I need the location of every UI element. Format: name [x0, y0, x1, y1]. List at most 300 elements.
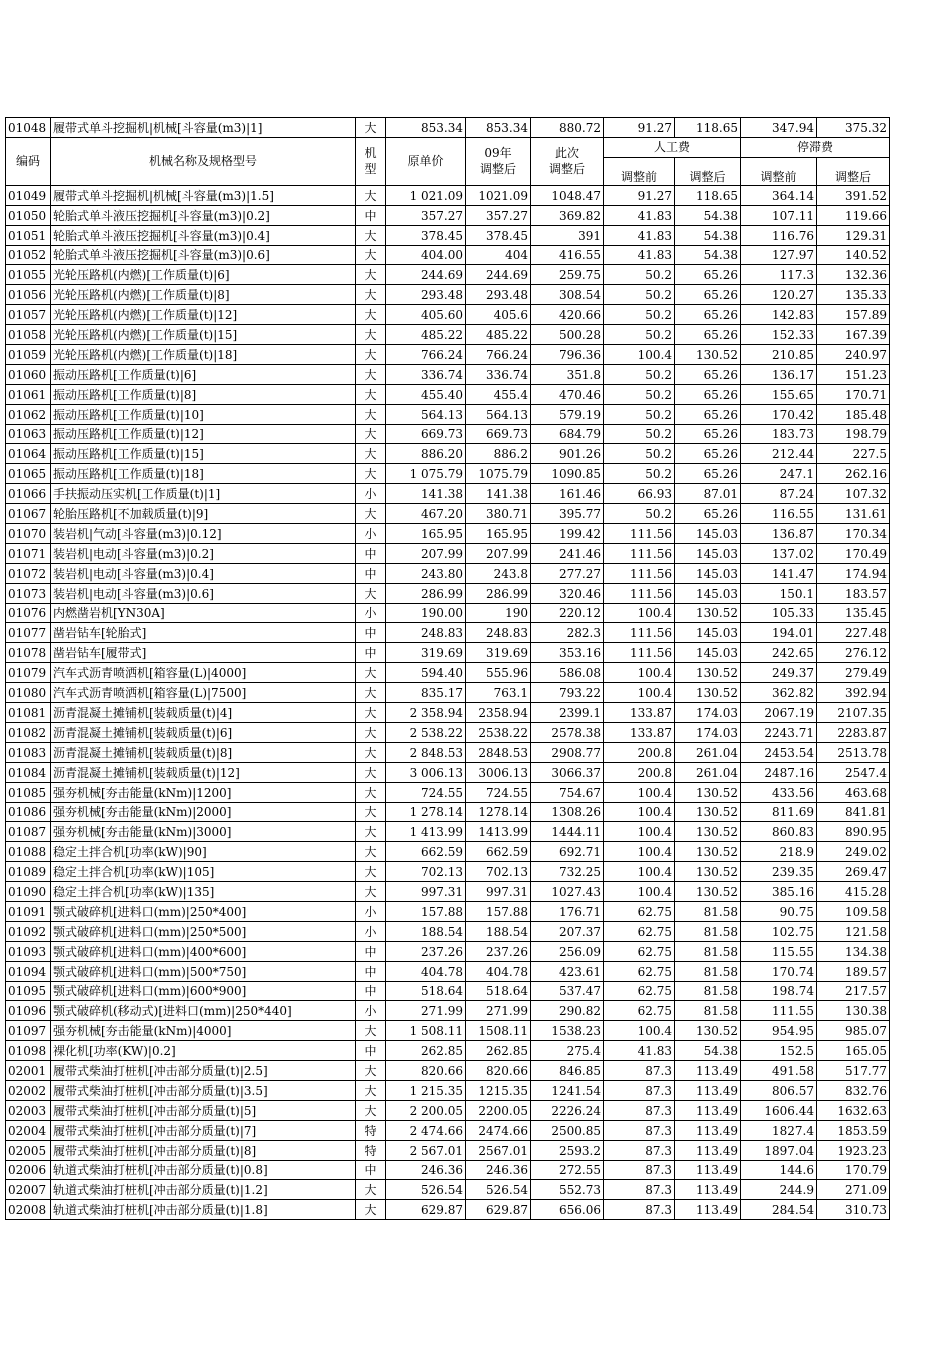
- cell-current: 2226.24: [531, 1100, 604, 1120]
- cell-current: 320.46: [531, 583, 604, 603]
- cell-labor-after: 81.58: [675, 921, 741, 941]
- cell-labor-before: 41.83: [604, 225, 675, 245]
- cell-labor-before: 91.27: [604, 118, 675, 138]
- cell-code: 01073: [6, 583, 51, 603]
- cell-orig-price: 835.17: [386, 683, 466, 703]
- cell-standby-after: 392.94: [817, 683, 890, 703]
- cell-code: 01065: [6, 464, 51, 484]
- cell-labor-before: 87.3: [604, 1160, 675, 1180]
- table-row: [6, 1021, 890, 1041]
- cell-labor-after: 130.52: [675, 802, 741, 822]
- cell-name: 轨道式柴油打桩机[冲击部分质量(t)|1.8]: [51, 1200, 356, 1220]
- cell-standby-before: 954.95: [741, 1021, 817, 1041]
- cell-name: 履带式单斗挖掘机|机械[斗容量(m3)|1]: [51, 118, 356, 138]
- cell-standby-before: 2067.19: [741, 703, 817, 723]
- cell-name: 轮胎压路机[不加载质量(t)|9]: [51, 504, 356, 524]
- table-row: [6, 424, 890, 444]
- cell-labor-before: 87.3: [604, 1100, 675, 1120]
- cell-code: 01089: [6, 862, 51, 882]
- cell-current: 1444.11: [531, 822, 604, 842]
- cell-adj09: 763.1: [466, 683, 531, 703]
- cell-code: 01060: [6, 364, 51, 384]
- cell-current: 2500.85: [531, 1120, 604, 1140]
- table-row: [6, 623, 890, 643]
- header-orig-price: 原单价: [386, 137, 466, 185]
- cell-type: 大: [356, 882, 386, 902]
- cell-labor-after: 113.49: [675, 1160, 741, 1180]
- cell-labor-after: 65.26: [675, 364, 741, 384]
- cell-code: 01072: [6, 563, 51, 583]
- cell-labor-before: 62.75: [604, 981, 675, 1001]
- cell-type: 大: [356, 842, 386, 862]
- cell-type: 中: [356, 543, 386, 563]
- cell-standby-after: 151.23: [817, 364, 890, 384]
- cell-adj09: 404: [466, 245, 531, 265]
- cell-code: 02007: [6, 1180, 51, 1200]
- cell-labor-after: 65.26: [675, 444, 741, 464]
- cell-name: 强夯机械[夯击能量(kNm)|1200]: [51, 782, 356, 802]
- cell-type: 大: [356, 504, 386, 524]
- cell-type: 大: [356, 583, 386, 603]
- cell-labor-before: 50.2: [604, 364, 675, 384]
- table-row: [6, 583, 890, 603]
- cell-standby-after: 375.32: [817, 118, 890, 138]
- cell-standby-after: 310.73: [817, 1200, 890, 1220]
- cell-name: 振动压路机[工作质量(t)|8]: [51, 384, 356, 404]
- cell-labor-before: 66.93: [604, 484, 675, 504]
- cell-standby-before: 136.17: [741, 364, 817, 384]
- cell-current: 272.55: [531, 1160, 604, 1180]
- cell-standby-before: 152.33: [741, 325, 817, 345]
- cell-type: 大: [356, 285, 386, 305]
- cell-standby-before: 433.56: [741, 782, 817, 802]
- cell-labor-after: 130.52: [675, 603, 741, 623]
- cell-standby-after: 189.57: [817, 961, 890, 981]
- cell-code: 01067: [6, 504, 51, 524]
- cell-name: 沥青混凝土摊铺机[装载质量(t)|4]: [51, 703, 356, 723]
- cell-labor-before: 111.56: [604, 543, 675, 563]
- cell-name: 凿岩钻车[轮胎式]: [51, 623, 356, 643]
- cell-current: 796.36: [531, 345, 604, 365]
- cell-labor-before: 50.2: [604, 384, 675, 404]
- cell-code: 01097: [6, 1021, 51, 1041]
- cell-type: 特: [356, 1140, 386, 1160]
- cell-standby-before: 155.65: [741, 384, 817, 404]
- cell-labor-after: 54.38: [675, 245, 741, 265]
- cell-standby-after: 262.16: [817, 464, 890, 484]
- cell-type: 中: [356, 981, 386, 1001]
- cell-name: 稳定土拌合机[功率(kW)|90]: [51, 842, 356, 862]
- cell-orig-price: 594.40: [386, 663, 466, 683]
- table-row: [6, 1180, 890, 1200]
- table-row: [6, 643, 890, 663]
- cell-current: 500.28: [531, 325, 604, 345]
- cell-adj09: 1413.99: [466, 822, 531, 842]
- cell-name: 轮胎式单斗液压挖掘机[斗容量(m3)|0.2]: [51, 205, 356, 225]
- cell-current: 1308.26: [531, 802, 604, 822]
- cell-type: 大: [356, 1080, 386, 1100]
- cell-standby-after: 174.94: [817, 563, 890, 583]
- table-row: [6, 703, 890, 723]
- cell-standby-before: 210.85: [741, 345, 817, 365]
- cell-current: 846.85: [531, 1061, 604, 1081]
- table-row: [6, 802, 890, 822]
- cell-name: 汽车式沥青喷洒机[箱容量(L)|4000]: [51, 663, 356, 683]
- cell-standby-after: 2547.4: [817, 762, 890, 782]
- cell-standby-before: 247.1: [741, 464, 817, 484]
- cell-standby-before: 117.3: [741, 265, 817, 285]
- cell-adj09: 2200.05: [466, 1100, 531, 1120]
- cell-labor-before: 62.75: [604, 1001, 675, 1021]
- cell-type: 大: [356, 1180, 386, 1200]
- cell-adj09: 564.13: [466, 404, 531, 424]
- cell-type: 大: [356, 185, 386, 205]
- cell-name: 颚式破碎机[进料口(mm)|600*900]: [51, 981, 356, 1001]
- cell-standby-after: 109.58: [817, 901, 890, 921]
- cell-current: 391: [531, 225, 604, 245]
- table-row: [6, 921, 890, 941]
- cell-code: 01085: [6, 782, 51, 802]
- cell-labor-before: 62.75: [604, 921, 675, 941]
- cell-current: 423.61: [531, 961, 604, 981]
- cell-type: 大: [356, 1061, 386, 1081]
- table-row: [6, 1140, 890, 1160]
- header-standby-after: 调整后: [817, 157, 890, 185]
- cell-standby-before: 242.65: [741, 643, 817, 663]
- table-row: [6, 722, 890, 742]
- cell-type: 中: [356, 563, 386, 583]
- cell-orig-price: 243.80: [386, 563, 466, 583]
- cell-standby-before: 116.55: [741, 504, 817, 524]
- cell-labor-before: 111.56: [604, 583, 675, 603]
- cell-standby-after: 165.05: [817, 1041, 890, 1061]
- cell-adj09: 1215.35: [466, 1080, 531, 1100]
- cell-code: 01058: [6, 325, 51, 345]
- header-standby-before: 调整前: [741, 157, 817, 185]
- cell-code: 01055: [6, 265, 51, 285]
- cell-labor-before: 111.56: [604, 643, 675, 663]
- cell-standby-after: 249.02: [817, 842, 890, 862]
- cell-labor-after: 65.26: [675, 404, 741, 424]
- cell-labor-before: 100.4: [604, 862, 675, 882]
- cell-code: 02003: [6, 1100, 51, 1120]
- table-row: [6, 1100, 890, 1120]
- cell-standby-after: 217.57: [817, 981, 890, 1001]
- cell-current: 1090.85: [531, 464, 604, 484]
- cell-type: 大: [356, 345, 386, 365]
- header-name: 机械名称及规格型号: [51, 137, 356, 185]
- cell-name: 手扶振动压实机[工作质量(t)|1]: [51, 484, 356, 504]
- cell-orig-price: 246.36: [386, 1160, 466, 1180]
- cell-code: 01086: [6, 802, 51, 822]
- cell-current: 552.73: [531, 1180, 604, 1200]
- cell-standby-before: 150.1: [741, 583, 817, 603]
- cell-code: 01078: [6, 643, 51, 663]
- cell-orig-price: 188.54: [386, 921, 466, 941]
- cell-standby-before: 2453.54: [741, 742, 817, 762]
- cell-labor-before: 50.2: [604, 265, 675, 285]
- cell-type: 大: [356, 464, 386, 484]
- cell-labor-before: 50.2: [604, 504, 675, 524]
- cell-adj09: 518.64: [466, 981, 531, 1001]
- cell-labor-before: 100.4: [604, 663, 675, 683]
- cell-labor-after: 145.03: [675, 583, 741, 603]
- cell-adj09: 669.73: [466, 424, 531, 444]
- header-labor: 人工费: [604, 137, 741, 157]
- cell-orig-price: 1 508.11: [386, 1021, 466, 1041]
- cell-standby-before: 347.94: [741, 118, 817, 138]
- cell-code: 01052: [6, 245, 51, 265]
- cell-labor-after: 174.03: [675, 703, 741, 723]
- cell-code: 02008: [6, 1200, 51, 1220]
- cell-name: 轮胎式单斗液压挖掘机[斗容量(m3)|0.4]: [51, 225, 356, 245]
- cell-type: 中: [356, 941, 386, 961]
- cell-labor-before: 87.3: [604, 1200, 675, 1220]
- cell-labor-after: 65.26: [675, 464, 741, 484]
- table-row: [6, 325, 890, 345]
- cell-labor-after: 81.58: [675, 1001, 741, 1021]
- cell-current: 282.3: [531, 623, 604, 643]
- cell-adj09: 378.45: [466, 225, 531, 245]
- machine-price-table: [5, 117, 890, 1220]
- table-row: [6, 1001, 890, 1021]
- cell-standby-before: 105.33: [741, 603, 817, 623]
- header-labor-before: 调整前: [604, 157, 675, 185]
- cell-type: 中: [356, 1160, 386, 1180]
- cell-labor-after: 145.03: [675, 643, 741, 663]
- cell-code: 01094: [6, 961, 51, 981]
- cell-adj09: 485.22: [466, 325, 531, 345]
- cell-type: 特: [356, 1120, 386, 1140]
- cell-standby-after: 157.89: [817, 305, 890, 325]
- cell-type: 小: [356, 484, 386, 504]
- cell-standby-before: 170.74: [741, 961, 817, 981]
- cell-adj09: 357.27: [466, 205, 531, 225]
- cell-current: 1241.54: [531, 1080, 604, 1100]
- cell-labor-before: 87.3: [604, 1120, 675, 1140]
- cell-type: 大: [356, 325, 386, 345]
- cell-labor-before: 87.3: [604, 1180, 675, 1200]
- cell-type: 大: [356, 683, 386, 703]
- cell-labor-after: 65.26: [675, 305, 741, 325]
- cell-type: 中: [356, 205, 386, 225]
- cell-code: 01051: [6, 225, 51, 245]
- cell-code: 02001: [6, 1061, 51, 1081]
- cell-standby-after: 985.07: [817, 1021, 890, 1041]
- cell-adj09: 2538.22: [466, 722, 531, 742]
- cell-code: 01057: [6, 305, 51, 325]
- cell-labor-before: 41.83: [604, 205, 675, 225]
- cell-adj09: 702.13: [466, 862, 531, 882]
- cell-code: 01061: [6, 384, 51, 404]
- cell-orig-price: 2 567.01: [386, 1140, 466, 1160]
- cell-current: 369.82: [531, 205, 604, 225]
- cell-code: 01091: [6, 901, 51, 921]
- cell-standby-before: 170.42: [741, 404, 817, 424]
- cell-type: 大: [356, 762, 386, 782]
- cell-name: 轨道式柴油打桩机[冲击部分质量(t)|0.8]: [51, 1160, 356, 1180]
- cell-orig-price: 244.69: [386, 265, 466, 285]
- cell-adj09: 2474.66: [466, 1120, 531, 1140]
- cell-standby-after: 130.38: [817, 1001, 890, 1021]
- table-row: [6, 961, 890, 981]
- cell-orig-price: 820.66: [386, 1061, 466, 1081]
- cell-standby-after: 140.52: [817, 245, 890, 265]
- table-row: [6, 504, 890, 524]
- cell-type: 大: [356, 444, 386, 464]
- cell-labor-after: 130.52: [675, 782, 741, 802]
- header-adj09: [466, 137, 531, 185]
- cell-orig-price: 564.13: [386, 404, 466, 424]
- cell-standby-before: 136.87: [741, 524, 817, 544]
- header-current-line1: 此次: [554, 146, 579, 161]
- table-row: [6, 384, 890, 404]
- cell-name: 振动压路机[工作质量(t)|10]: [51, 404, 356, 424]
- cell-standby-after: 1923.23: [817, 1140, 890, 1160]
- cell-standby-before: 364.14: [741, 185, 817, 205]
- cell-adj09: 853.34: [466, 118, 531, 138]
- cell-code: 01070: [6, 524, 51, 544]
- cell-adj09: 141.38: [466, 484, 531, 504]
- cell-type: 大: [356, 703, 386, 723]
- cell-standby-before: 249.37: [741, 663, 817, 683]
- cell-current: 395.77: [531, 504, 604, 524]
- cell-orig-price: 2 474.66: [386, 1120, 466, 1140]
- cell-orig-price: 766.24: [386, 345, 466, 365]
- table-row: [6, 603, 890, 623]
- cell-labor-after: 130.52: [675, 862, 741, 882]
- table-row: [6, 1080, 890, 1100]
- cell-adj09: 2848.53: [466, 742, 531, 762]
- cell-labor-before: 62.75: [604, 901, 675, 921]
- cell-labor-before: 87.3: [604, 1080, 675, 1100]
- cell-name: 沥青混凝土摊铺机[装载质量(t)|6]: [51, 722, 356, 742]
- cell-adj09: 3006.13: [466, 762, 531, 782]
- cell-labor-before: 50.2: [604, 464, 675, 484]
- cell-orig-price: 237.26: [386, 941, 466, 961]
- cell-labor-after: 145.03: [675, 623, 741, 643]
- cell-standby-after: 170.71: [817, 384, 890, 404]
- table-row: [6, 842, 890, 862]
- cell-standby-after: 279.49: [817, 663, 890, 683]
- cell-labor-before: 111.56: [604, 563, 675, 583]
- cell-current: 732.25: [531, 862, 604, 882]
- cell-standby-before: 115.55: [741, 941, 817, 961]
- cell-code: 01076: [6, 603, 51, 623]
- table-row: [6, 345, 890, 365]
- cell-name: 强夯机械[夯击能量(kNm)|4000]: [51, 1021, 356, 1041]
- cell-current: 684.79: [531, 424, 604, 444]
- cell-code: 01064: [6, 444, 51, 464]
- cell-labor-before: 91.27: [604, 185, 675, 205]
- cell-adj09: 246.36: [466, 1160, 531, 1180]
- cell-current: 793.22: [531, 683, 604, 703]
- cell-orig-price: 724.55: [386, 782, 466, 802]
- cell-name: 履带式柴油打桩机[冲击部分质量(t)|5]: [51, 1100, 356, 1120]
- cell-labor-after: 130.52: [675, 822, 741, 842]
- cell-labor-before: 111.56: [604, 524, 675, 544]
- cell-name: 汽车式沥青喷洒机[箱容量(L)|7500]: [51, 683, 356, 703]
- cell-standby-after: 135.33: [817, 285, 890, 305]
- header-type: [356, 137, 386, 185]
- cell-orig-price: 518.64: [386, 981, 466, 1001]
- cell-type: 大: [356, 1200, 386, 1220]
- cell-type: 大: [356, 663, 386, 683]
- cell-labor-before: 200.8: [604, 742, 675, 762]
- cell-current: 220.12: [531, 603, 604, 623]
- cell-orig-price: 286.99: [386, 583, 466, 603]
- cell-current: 275.4: [531, 1041, 604, 1061]
- cell-labor-after: 130.52: [675, 663, 741, 683]
- cell-current: 2578.38: [531, 722, 604, 742]
- cell-type: 大: [356, 822, 386, 842]
- cell-labor-before: 62.75: [604, 961, 675, 981]
- cell-current: 277.27: [531, 563, 604, 583]
- table-row: [6, 1061, 890, 1081]
- cell-standby-after: 167.39: [817, 325, 890, 345]
- cell-current: 176.71: [531, 901, 604, 921]
- cell-labor-after: 118.65: [675, 185, 741, 205]
- header-type-line2: 型: [364, 162, 377, 177]
- cell-orig-price: 886.20: [386, 444, 466, 464]
- cell-adj09: 188.54: [466, 921, 531, 941]
- cell-adj09: 886.2: [466, 444, 531, 464]
- cell-labor-before: 87.3: [604, 1061, 675, 1081]
- table-row: [6, 1120, 890, 1140]
- table-row: [6, 364, 890, 384]
- cell-standby-before: 212.44: [741, 444, 817, 464]
- cell-current: 2593.2: [531, 1140, 604, 1160]
- table-row: [6, 882, 890, 902]
- table-row: [6, 981, 890, 1001]
- cell-code: 01082: [6, 722, 51, 742]
- cell-labor-before: 100.4: [604, 603, 675, 623]
- cell-orig-price: 262.85: [386, 1041, 466, 1061]
- cell-current: 3066.37: [531, 762, 604, 782]
- cell-type: 小: [356, 921, 386, 941]
- cell-labor-after: 145.03: [675, 563, 741, 583]
- cell-orig-price: 1 075.79: [386, 464, 466, 484]
- cell-adj09: 248.83: [466, 623, 531, 643]
- cell-standby-after: 841.81: [817, 802, 890, 822]
- cell-labor-after: 113.49: [675, 1061, 741, 1081]
- cell-standby-after: 170.49: [817, 543, 890, 563]
- cell-adj09: 405.6: [466, 305, 531, 325]
- cell-labor-after: 113.49: [675, 1200, 741, 1220]
- cell-standby-after: 135.45: [817, 603, 890, 623]
- cell-labor-after: 113.49: [675, 1140, 741, 1160]
- cell-type: 中: [356, 961, 386, 981]
- cell-standby-after: 463.68: [817, 782, 890, 802]
- cell-standby-before: 120.27: [741, 285, 817, 305]
- cell-name: 颚式破碎机[进料口(mm)|250*500]: [51, 921, 356, 941]
- cell-standby-after: 227.5: [817, 444, 890, 464]
- cell-labor-before: 100.4: [604, 842, 675, 862]
- cell-code: 01080: [6, 683, 51, 703]
- cell-code: 01063: [6, 424, 51, 444]
- cell-current: 656.06: [531, 1200, 604, 1220]
- cell-current: 207.37: [531, 921, 604, 941]
- cell-type: 大: [356, 404, 386, 424]
- cell-current: 2908.77: [531, 742, 604, 762]
- cell-labor-after: 113.49: [675, 1180, 741, 1200]
- cell-type: 大: [356, 1100, 386, 1120]
- cell-orig-price: 2 200.05: [386, 1100, 466, 1120]
- cell-labor-before: 87.3: [604, 1140, 675, 1160]
- cell-orig-price: 3 006.13: [386, 762, 466, 782]
- cell-standby-before: 87.24: [741, 484, 817, 504]
- cell-labor-before: 100.4: [604, 882, 675, 902]
